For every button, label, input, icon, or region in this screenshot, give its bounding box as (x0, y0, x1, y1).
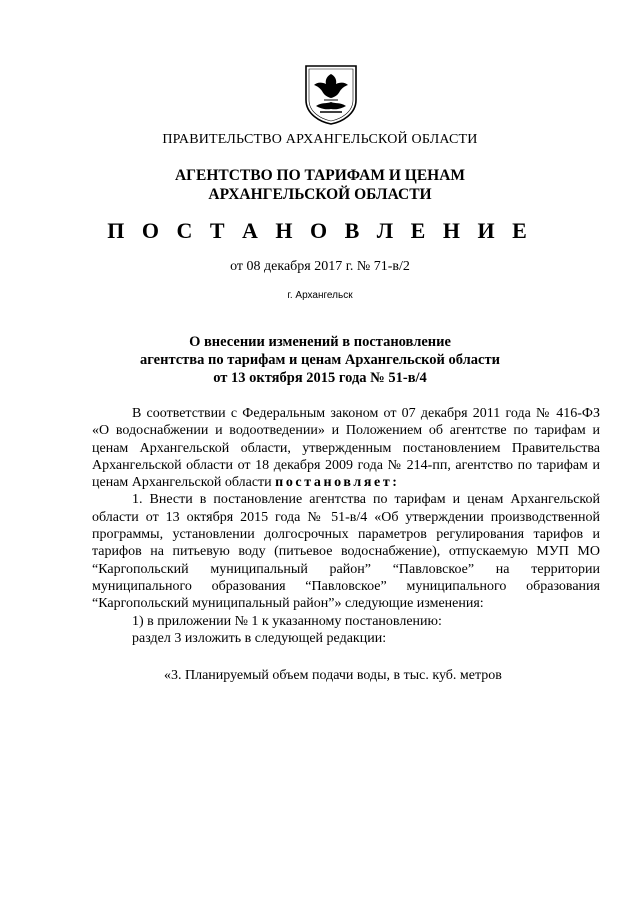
preamble-paragraph (92, 405, 600, 491)
subitem-1-paragraph: 1) в приложении № 1 к указанному постановлению: (132, 613, 442, 629)
decides-word: постановляет: (275, 475, 400, 491)
agency-line-1: АГЕНТСТВО ПО ТАРИФАМ И ЦЕНАМ (174, 167, 466, 184)
government-name: ПРАВИТЕЛЬСТВО АРХАНГЕЛЬСКОЙ ОБЛАСТИ (162, 132, 478, 147)
decree-city: г. Архангельск (287, 290, 353, 301)
preamble-text: В соответствии с Федеральным законом от 07 декабря 2011 года № 416-ФЗ «О водоснабжении и водоотведении» и Положением об агентстве по тарифам и ценам Архангельской области, утвержденным постановлением Правительства Архангельской области от 18 декабря 2009 года № 214-пп, агентство по тарифам и ценам Архангельской области (92, 406, 600, 491)
coat-of-arms-icon (302, 62, 360, 126)
title-line-2: агентства по тарифам и ценам Архангельской области (140, 352, 500, 368)
decree-body (92, 405, 600, 684)
decree-date-number: от 08 декабря 2017 г. № 71-в/2 (230, 259, 410, 274)
agency-line-2: АРХАНГЕЛЬСКОЙ ОБЛАСТИ (208, 186, 432, 203)
agency-name (0, 166, 640, 204)
decree-title (0, 333, 640, 387)
title-line-3: от 13 октября 2015 года № 51-в/4 (213, 370, 427, 386)
quoted-section-heading: «3. Планируемый объем подачи воды, в тыс. куб. метров (164, 668, 502, 684)
item-1-paragraph: 1. Внести в постановление агентства по тарифам и ценам Архангельской области от 13 октября 2015 года № 51-в/4 «Об утверждении производственной программы, установлении долгосрочных параметров регулирования тарифов и тарифов на питьевую воду (питьевое водоснабжение), отпускаемую МУП МО “Каргопольский муниципальный район” “Павловское” на территории муниципального образования “Павловское” муниципального образования “Каргопольский муниципальный район”» следующие изменения: (92, 492, 600, 612)
section-3-paragraph: раздел 3 изложить в следующей редакции: (132, 630, 387, 646)
title-line-1: О внесении изменений в постановление (189, 334, 451, 350)
document-type: П О С Т А Н О В Л Е Н И Е (107, 218, 533, 243)
